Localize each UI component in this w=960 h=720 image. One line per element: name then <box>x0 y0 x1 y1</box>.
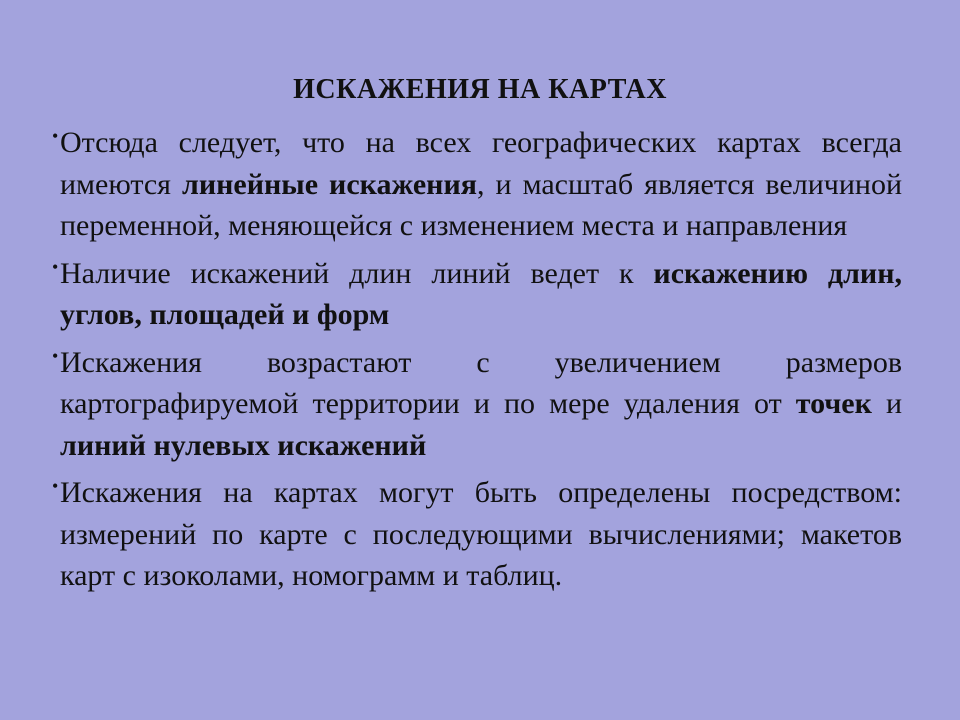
bold-text: точек <box>795 387 872 420</box>
bold-text: линий нулевых искажений <box>60 428 427 462</box>
text-segment: Искажения возрастают с увеличением размеров картографируемой территории и по мере удаления от <box>60 345 902 420</box>
text-segment: Наличие искажений длин линий ведет к <box>60 256 654 290</box>
bullet-item <box>52 472 902 597</box>
bold-text: искажению длин, углов, площадей и форм <box>60 256 902 331</box>
bold-text: линейные искажения <box>182 167 477 201</box>
slide-title: ИСКАЖЕНИЯ НА КАРТАХ <box>293 74 667 105</box>
bullet-list <box>52 122 902 603</box>
text-segment: , и масштаб является величиной переменной, меняющейся с изменением места и направления <box>60 167 903 242</box>
text-segment: Искажения на картах могут быть определены посредством: измерений по карте с последующими вычислениями; макетов карт с изоколами, номограмм и таблиц. <box>60 476 902 592</box>
bullet-icon: • <box>52 126 59 146</box>
bullet-icon: • <box>52 476 59 496</box>
bullet-item <box>52 342 902 467</box>
bullet-item <box>52 122 902 247</box>
text-segment: Отсюда следует, что на всех географических картах всегда имеются <box>60 126 902 201</box>
bullet-icon: • <box>52 256 59 277</box>
text-segment: и <box>871 387 902 420</box>
bullet-icon: • <box>52 345 59 366</box>
bullet-item <box>52 253 902 336</box>
